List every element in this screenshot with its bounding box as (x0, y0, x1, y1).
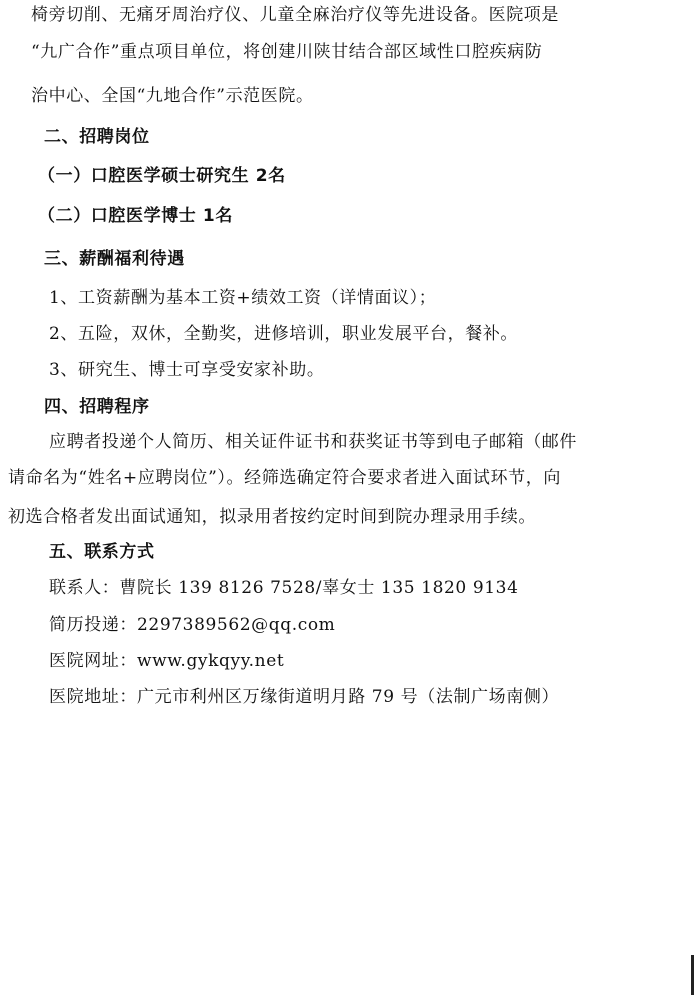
section-heading-positions: 二、招聘岗位 (44, 127, 150, 147)
procedure-line-2: 请命名为“姓名+应聘岗位”）。经筛选确定符合要求者进入面试环节，向 (8, 468, 561, 488)
contact-website: 医院网址：www.gykqyy.net (49, 651, 285, 671)
contact-address: 医院地址：广元市利州区万缘街道明月路 79 号（法制广场南侧） (49, 687, 560, 707)
section-heading-procedure: 四、招聘程序 (44, 397, 150, 417)
section-heading-contact: 五、联系方式 (49, 542, 155, 562)
position-item-masters: （一）口腔医学硕士研究生 2名 (38, 166, 286, 186)
benefit-item-1: 1、工资薪酬为基本工资+绩效工资（详情面议）； (49, 288, 437, 308)
intro-line-3: 治中心、全国“九地合作”示范医院。 (31, 86, 314, 106)
position-item-doctor: （二）口腔医学博士 1名 (38, 206, 233, 226)
page-edge-mark (691, 955, 694, 995)
intro-line-1: 椅旁切削、无痛牙周治疗仪、儿童全麻治疗仪等先进设备。医院项是 (31, 5, 559, 25)
contact-email: 简历投递：2297389562@qq.com (49, 615, 336, 635)
contact-person: 联系人：曹院长 139 8126 7528/辜女士 135 1820 9134 (49, 578, 519, 598)
intro-line-2: “九广合作”重点项目单位，将创建川陕甘结合部区域性口腔疾病防 (31, 42, 543, 62)
section-heading-benefits: 三、薪酬福利待遇 (44, 249, 185, 269)
procedure-line-3: 初选合格者发出面试通知，拟录用者按约定时间到院办理录用手续。 (8, 507, 536, 527)
procedure-line-1: 应聘者投递个人简历、相关证件证书和获奖证书等到电子邮箱（邮件 (49, 432, 577, 452)
benefit-item-3: 3、研究生、博士可享受安家补助。 (49, 360, 325, 380)
benefit-item-2: 2、五险，双休，全勤奖，进修培训，职业发展平台，餐补。 (49, 324, 519, 344)
